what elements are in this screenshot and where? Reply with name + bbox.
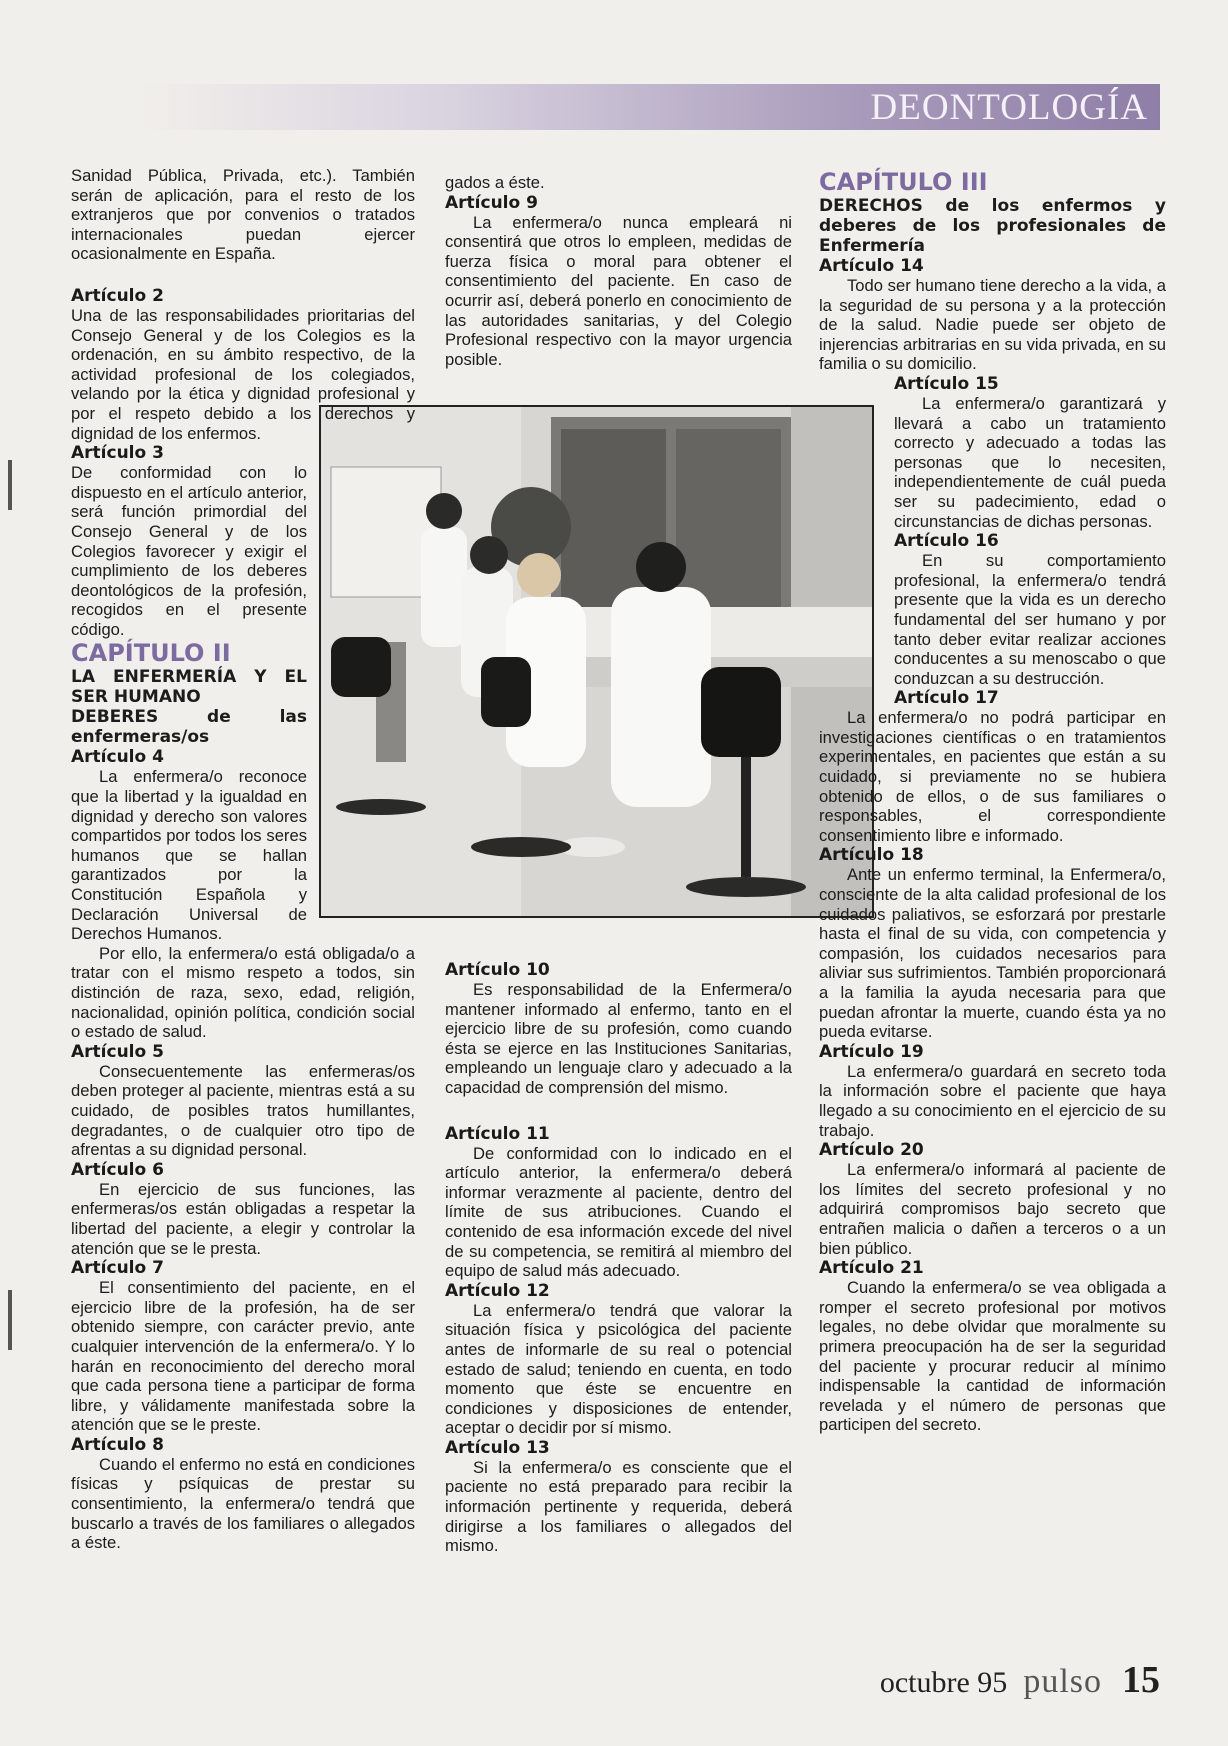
article-5-text: Consecuentemente las enfermeras/os deben proteger al paciente, mientras está a su cuidado, de posibles tratos humillantes, degradantes, o de cualquier otro tipo de afrentas a su dignidad personal. [71, 1061, 415, 1160]
page-footer [880, 1658, 1160, 1702]
page-number: 15 [1122, 1659, 1160, 1701]
column-3 [819, 168, 1166, 1435]
section-title: DEONTOLOGÍA [870, 87, 1148, 128]
article-3-title: Artículo 3 [71, 443, 164, 464]
article-19-text: La enfermera/o guardará en secreto toda la información sobre el paciente que haya llegado a su conocimiento en el ejercicio de su trabajo. [819, 1061, 1166, 1140]
article-13-text: Si la enfermera/o es consciente que el paciente no está preparado para recibir la información pertinente y requerida, deberá dirigirse a los familiares o allegados del mismo. [445, 1457, 792, 1556]
article-21-text: Cuando la enfermera/o se vea obligada a romper el secreto profesional por motivos legales, no debe olvidar que moralmente su primera preocupación ha de ser la seguridad del paciente y procurar reducir al mínimo indispensable la cantidad de información revelada y el número de personas que participen del secreto. [819, 1278, 1166, 1435]
article-19-title: Artículo 19 [819, 1041, 924, 1062]
chapter-2-heading: CAPÍTULO II [71, 639, 231, 668]
article-6-title: Artículo 6 [71, 1159, 164, 1180]
article-11-title: Artículo 11 [445, 1123, 550, 1144]
col1-intro: Sanidad Pública, Privada, etc.). También serán de aplicación, para el resto de los extranjeros que por convenios o tratados internacionales puedan ejercer ocasionalmente en España. [71, 166, 415, 264]
article-21-title: Artículo 21 [819, 1258, 924, 1279]
article-10-title: Artículo 10 [445, 960, 550, 980]
column-1 [71, 166, 415, 1553]
chapter-2-subtitle: LA ENFERMERÍA Y EL SER HUMANO [71, 667, 307, 708]
article-3-text: De conformidad con lo dispuesto en el artículo anterior, será función primordial del Consejo General y de los Colegios favorecer y exigir el cumplimiento de los deberes deontológicos de la profesión, recogidos en el presente código. [71, 463, 307, 639]
article-17-text: La enfermera/o no podrá participar en investigaciones científicas o en tratamientos experimentales, en pacientes que están a su cuidado, si previamente no se hubiera obtenido de ellos, o de sus familiares o responsables, el correspondiente consentimiento libre e informado. [819, 708, 1166, 845]
article-6-text: En ejercicio de sus funciones, las enfermeras/os están obligadas a respetar la libertad del paciente, a elegir y controlar la atención que se le presta. [71, 1179, 415, 1258]
article-8-title: Artículo 8 [71, 1434, 164, 1455]
article-20-title: Artículo 20 [819, 1140, 924, 1161]
margin-mark [8, 460, 12, 510]
article-16-title: Artículo 16 [894, 531, 999, 552]
article-4-text-1: La enfermera/o reconoce que la libertad y la igualdad en dignidad y derecho son valores compartidos por todos los seres humanos que se hallan garantizados por la Constitución Española y Declaración Universal de Derechos Humanos. [71, 767, 307, 944]
chapter-3-heading: CAPÍTULO III [819, 168, 988, 196]
article-18-title: Artículo 18 [819, 845, 924, 866]
article-12-text: La enfermera/o tendrá que valorar la situación física y psicológica del paciente antes de informarle de su real o potencial estado de salud; teniendo en cuenta, en todo momento que éste se encuentre en condiciones y disposiciones de entender, aceptar o decidir por sí mismo. [445, 1300, 792, 1438]
column-2-bottom [445, 960, 792, 1556]
article-7-text: El consentimiento del paciente, en el ejercicio libre de la profesión, ha de ser obtenido siempre, con carácter previo, ante cualquier intervención de la enfermera/o. Y lo harán en reconocimiento del derecho moral que cada persona tiene a participar de forma libre, y válidamente manifestada sobre la atención que se le preste. [71, 1278, 415, 1435]
article-14-title: Artículo 14 [819, 256, 924, 276]
article-9-text: La enfermera/o nunca empleará ni consentirá que otros lo empleen, medidas de fuerza física o moral para obtener el consentimiento del paciente. En caso de ocurrir así, deberá ponerlo en conocimiento de las autoridades sanitarias, y del Colegio Profesional respectivo con la mayor urgencia posible. [445, 212, 792, 369]
chapter-3-subtitle: DERECHOS de los enfermos y deberes de los profesionales de Enfermería [819, 196, 1166, 256]
magazine-name: pulso [1023, 1663, 1102, 1700]
section-subtitle: DEBERES de las enfermeras/os [71, 707, 307, 748]
article-13-title: Artículo 13 [445, 1437, 550, 1458]
article-17-title: Artículo 17 [894, 688, 999, 709]
article-7-title: Artículo 7 [71, 1258, 164, 1279]
article-18-text: Ante un enfermo terminal, la Enfermera/o, consciente de la alta calidad profesional de los cuidados paliativos, se esforzará por prestarle hasta el final de su vida, con competencia y compasión, los cuidados necesarios para aliviar sus sufrimientos. También proporcionará a la familia la ayuda necesaria para que puedan afrontar la muerte, cuando ésta ya no pueda evitarse. [819, 865, 1166, 1042]
article-2-text [71, 306, 415, 443]
article-4-title: Artículo 4 [71, 747, 164, 768]
article-20-text: La enfermera/o informará al paciente de los límites del secreto profesional y no adquirirá compromisos bajo secreto que entrañen malicia o dañen a terceros o a un bien público. [819, 1160, 1166, 1258]
issue-date: octubre 95 [879, 1666, 1008, 1699]
article-5-title: Artículo 5 [71, 1041, 164, 1062]
article-9-title: Artículo 9 [445, 192, 538, 213]
col2-lead: gados a éste. [445, 173, 545, 192]
article-8-text: Cuando el enfermo no está en condiciones físicas y psíquicas de prestar su consentimiento, la enfermera/o tendrá que buscarlo a través de los familiares o allegados a éste. [71, 1454, 415, 1553]
article-15-title: Artículo 15 [894, 373, 999, 394]
article-10-text: Es responsabilidad de la Enfermera/o mantener informado al enfermo, tanto en el ejercicio libre de su profesión, como cuando ésta se ejerce en las Instituciones Sanitarias, empleando un lenguaje claro y adecuado a la capacidad de comprensión del mismo. [445, 980, 792, 1097]
article-15-text: La enfermera/o garantizará y llevará a cabo un tratamiento correcto y adecuado a todas las personas que lo necesiten, independientemente de cuál pueda ser su padecimiento, edad o circunstancias de dichas personas. [894, 393, 1166, 531]
article-14-text: Todo ser humano tiene derecho a la vida, a la seguridad de su persona y a la protección de la salud. Nadie puede ser objeto de injerencias arbitrarias en su vida privada, en su familia o su domicilio. [819, 276, 1166, 374]
article-4-text-2: Por ello, la enfermera/o está obligada/o a tratar con el mismo respeto a todos, sin distinción de raza, sexo, edad, religión, nacionalidad, opinión política, condición social o estado de salud. [71, 943, 415, 1042]
article-12-title: Artículo 12 [445, 1280, 550, 1301]
article-16-text: En su comportamiento profesional, la enfermera/o tendrá presente que la vida es un derecho fundamental del ser humano y por tanto deber evitar realizar acciones conducentes a su menoscabo o que conduzcan a su destrucción. [894, 551, 1166, 688]
column-2-top [445, 173, 792, 369]
section-banner [140, 84, 1160, 130]
article-2-body: Una de las responsabilidades prioritarias del Consejo General y de los Colegios es la ordenación, en su ámbito respectivo, de la actividad profesional de los colegiados, velando por la ética y dignidad profesional y por el respeto debido a los derechos y dignidad de los enfermos. [71, 305, 415, 443]
article-11-text: De conformidad con lo indicado en el artículo anterior, la enfermera/o deberá informar verazmente al paciente, dentro del límite de sus atribuciones. Cuando el contenido de esa información excede del nivel de su competencia, se remitirá al miembro del equipo de salud más adecuado. [445, 1143, 792, 1281]
margin-mark [8, 1290, 12, 1350]
article-2-title: Artículo 2 [71, 285, 164, 306]
